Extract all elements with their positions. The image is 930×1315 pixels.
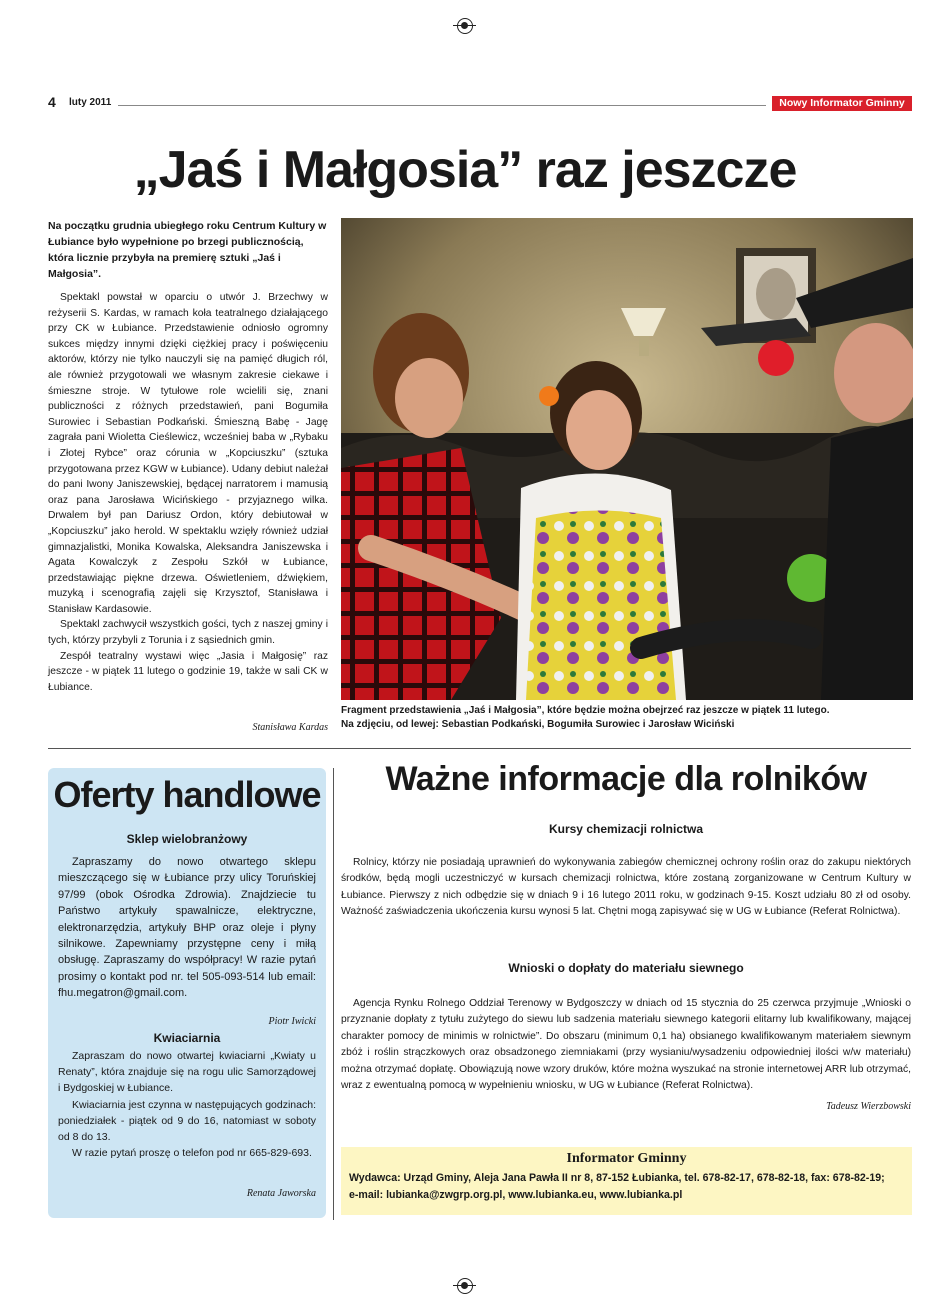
subsidy-text [341, 996, 911, 1094]
article-headline: „Jaś i Małgosia” raz jeszcze [133, 141, 797, 199]
florist-heading: Kwiaciarnia [153, 1031, 221, 1045]
farmers-title: Ważne informacje dla rolników [385, 760, 867, 798]
course-paragraph: Rolnicy, którzy nie posiadają uprawnień do wykonywania zabiegów chemicznej ochrony roślin oraz do zakupu niektórych środków, będą mogli uczestniczyć w kursach chemizacji rolnictwa, które zostaną zorganizowane w Centrum Kultury w Łubiance. Pierwszy z nich odbędzie się w dniach 9 i 16 lutego 2011 roku, w godzinach 9-15. Koszt udziału 80 zł od osoby. Ważność zaświadczenia ukończenia kursu wynosi 5 lat. Chętni mogą zapisywać się w UG w Łubiance (Referat Rolnictwa). [341, 857, 911, 918]
florist-paragraph: W razie pytań proszę o telefon pod nr 665-829-693. [72, 1147, 312, 1160]
column-divider [333, 768, 334, 1220]
florist-paragraph: Kwiaciarnia jest czynna w następujących godzinach: poniedziałek - piątek od 9 do 16, natomiast w soboty od 8 do 13. [58, 1098, 316, 1144]
header-rule [118, 105, 766, 106]
publisher-box [341, 1147, 912, 1215]
subsidy-paragraph: Agencja Rynku Rolnego Oddział Terenowy w Bydgoszczy w dniach od 15 stycznia do 25 czerwca przyjmuje „Wnioski o przyznanie dopłaty z tytułu zużytego do siewu lub sadzenia materiału siewnego kategorii elitarny lub kwalifikowany, mającej charakter pomocy de minimis w rolnictwie”. Do obszaru (minimum 0,1 ha) obsianego kwalifikowanym materiałem siewnym zbóż i roślin strączkowych oraz obsadzonego ziemniakami (przy wysianiu/wysadzeniu odpowiedniej ilości w/w materiału) można otrzymać dopłatę. Obowiązują nowe wzory druków, które można wyszukać na stronie internetowej ARR lub otrzymać, wraz z ewentualną pomocą w wypełnieniu wniosku, w UG w Łubiance (Referat Rolnictwa). [341, 998, 911, 1092]
florist-text [58, 1048, 316, 1161]
subsidy-heading: Wnioski o dopłaty do materiału siewnego [508, 961, 744, 975]
page-number: 4 [48, 94, 56, 110]
issue-date: luty 2011 [69, 97, 112, 108]
registration-mark-icon [457, 18, 473, 34]
publisher-contact: e-mail: lubianka@zwgrp.org.pl, www.lubianka.eu, www.lubianka.pl [349, 1189, 683, 1201]
article-body [48, 290, 328, 695]
article-paragraph: Spektakl powstał w oparciu o utwór J. Brzechwy w reżyserii S. Kardas, w ramach koła teatralnego działającego przy CK w Łubiance. Przedstawienie odniosło ogromny sukces między innymi dzięki ciężkiej pracy i poświęceniu aktorów, którzy nie tylko nauczyli się na pamięć długich ról, ale również przygotowali we własnym zakresie ciekawe i śmieszne stroje. W tytułowe role wcielili się, znani publiczności z różnych przedstawień, pani Bogumiła Surowiec i Sebastian Podkański. Śmieszną Babę - Jagę zagrała pani Wioletta Cieślewicz, wcześniej baba w „Rybaku i Złotej Rybce” oraz córunia w „Kopciuszku” (sztuka przygotowana przez KGW w Łubiance). Udany debiut należał do pani Iwony Janiszewskiej, będącej narratorem i mamusią oraz pana Jarosława Wicińskiego - przyjaznego wilka. Drwalem był pan Dariusz Ordon, który debiutował w „Kopciuszku” jako herold. W spektaklu wzięły również udział gimnazjalistki, Monika Kowalska, Aleksandra Janiszewska i Agata Kowalczyk z Zespołu Szkół w Łubiance, przedstawiając piękne drzewa. Oświetleniem, dźwiękiem, muzyką i scenografią zajęli się Krzysztof, Stanisława i Stanisław Kardasowie. [48, 292, 328, 615]
photo-caption [341, 704, 916, 732]
shop-byline: Piotr Iwicki [268, 1016, 316, 1027]
shop-text [58, 854, 316, 1002]
registration-mark-icon [457, 1278, 473, 1294]
caption-line: Na zdjęciu, od lewej: Sebastian Podkański, Bogumiła Surowiec i Jarosław Wiciński [341, 719, 735, 730]
article-photo [341, 218, 913, 700]
caption-line: Fragment przedstawienia „Jaś i Małgosia”, które będzie można obejrzeć raz jeszcze w piątek 11 lutego. [341, 705, 830, 716]
offers-title: Oferty handlowe [53, 774, 321, 815]
florist-paragraph: Zapraszam do nowo otwartej kwiaciarni „Kwiaty u Renaty”, która znajduje się na rogu ulic Samorządowej i Bydgoskiej w Łubiance. [58, 1050, 316, 1095]
farmers-byline: Tadeusz Wierzbowski [826, 1101, 911, 1112]
article-paragraph: Spektakl zachwycił wszystkich gości, tych z naszej gminy i tych, którzy przybyli z Torunia i z sąsiednich gmin. [48, 619, 328, 647]
publisher-address: Wydawca: Urząd Gminy, Aleja Jana Pawła II nr 8, 87-152 Łubianka, tel. 678-82-17, 678-82-18, fax: 678-82-19; [349, 1172, 885, 1184]
course-text [341, 855, 911, 921]
publisher-title: Informator Gminny [566, 1151, 687, 1166]
florist-byline: Renata Jaworska [246, 1188, 316, 1199]
section-divider [48, 748, 911, 749]
article-byline: Stanisława Kardas [252, 722, 328, 733]
course-heading: Kursy chemizacji rolnictwa [548, 822, 704, 836]
article-lead: Na początku grudnia ubiegłego roku Centrum Kultury w Łubiance było wypełnione po brzegi publicznością, która licznie przybyła na premierę sztuki „Jaś i Małgosia”. [48, 220, 327, 280]
shop-heading: Sklep wielobranżowy [126, 832, 248, 846]
shop-paragraph: Zapraszamy do nowo otwartego sklepu mieszczącego się w Łubiance przy ulicy Toruńskiej 97/99 (obok Ośrodka Zdrowia). Znajdziecie tu Państwo artykuły spawalnicze, elektryczne, elektronarzędzia, artykuły BHP oraz oleje i płyny silnikowe. Zapewniamy przystępne ceny i miłą obsługę. Zapraszamy do współpracy! W razie pytań prosimy o kontakt pod nr. tel 505-093-514 lub email: fhu.megatron@gmail.com. [58, 856, 316, 1000]
offers-box [48, 768, 326, 1218]
masthead-tag: Nowy Informator Gminny [772, 96, 912, 111]
article-paragraph: Zespół teatralny wystawi więc „Jasia i Małgosię” raz jeszcze - w piątek 11 lutego o godzinie 19, także w sali CK w Łubiance. [48, 650, 328, 693]
